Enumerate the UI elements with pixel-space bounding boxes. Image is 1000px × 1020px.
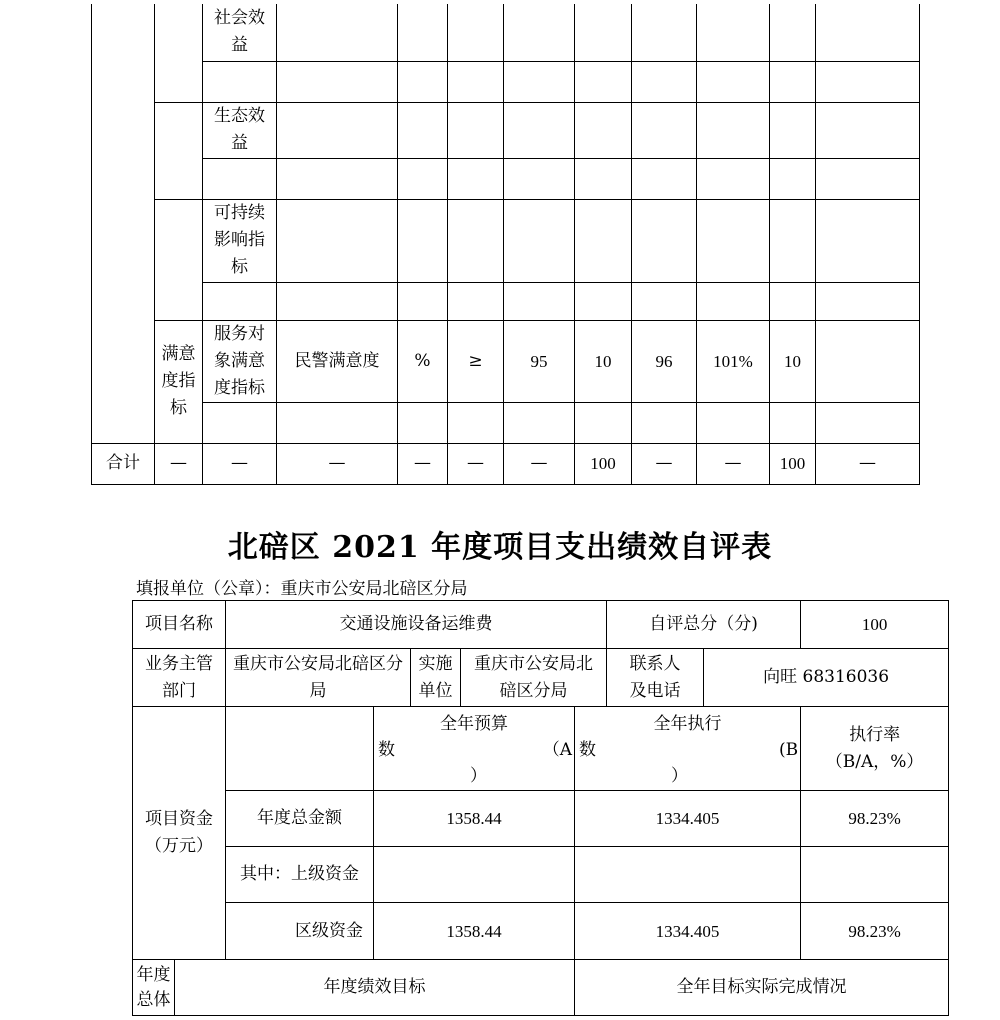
eco-benefit-cell: 生态效益 xyxy=(203,102,277,158)
service-satisfaction-cell: 服务对象满意度指标 xyxy=(203,320,277,402)
dept-value: 重庆市公安局北碚区分局 xyxy=(226,649,411,707)
total-label: 合计 xyxy=(92,443,155,484)
police-satisfaction-cell: 民警满意度 xyxy=(277,320,398,402)
fund-row-budget xyxy=(374,847,575,903)
rate-header xyxy=(801,707,949,791)
exec-header xyxy=(575,707,801,791)
weight-cell: 10 xyxy=(575,320,632,402)
exec-header-3: (B xyxy=(778,740,799,760)
reporting-unit: 填报单位（公章）：重庆市公安局北碚区分局 xyxy=(136,579,468,599)
fund-row-rate: 98.23% xyxy=(801,903,949,960)
annual-goal-header: 年度绩效目标 xyxy=(175,960,575,1016)
dash-cell: — xyxy=(632,443,697,484)
project-name-label: 项目名称 xyxy=(133,601,226,649)
overall-label: 年度总体 xyxy=(133,960,175,1016)
budget-header-1: 全年预算 xyxy=(440,714,508,734)
budget-header-3: （A xyxy=(542,740,572,760)
score-cell: 10 xyxy=(770,320,816,402)
dash-cell: — xyxy=(504,443,575,484)
fund-row-label: 区级资金 xyxy=(226,903,374,960)
dash-cell: — xyxy=(816,443,920,484)
rate-header-2: （B/A，%） xyxy=(825,751,924,772)
dash-cell: — xyxy=(277,443,398,484)
fund-row-exec xyxy=(575,847,801,903)
budget-header-2: 数 xyxy=(378,740,395,760)
budget-header-4: ） xyxy=(470,766,487,786)
fund-row-label: 其中：上级资金 xyxy=(226,847,374,903)
self-score-label: 自评总分（分) xyxy=(607,601,801,649)
sustain-indicator-cell: 可持续影响指标 xyxy=(203,199,277,282)
fund-label: 项目资金（万元） xyxy=(133,707,226,960)
actual-cell: 96 xyxy=(632,320,697,402)
impl-label: 实施单位 xyxy=(411,649,461,707)
self-evaluation-table xyxy=(132,600,949,1016)
dept-label: 业务主管部门 xyxy=(133,649,226,707)
contact-value: 向旺 68316036 xyxy=(704,649,949,707)
page-title: 北碚区 2021 年度项目支出绩效自评表 xyxy=(227,530,773,565)
rate-header-1: 执行率 xyxy=(849,724,901,745)
fund-row-rate xyxy=(801,847,949,903)
fund-row-exec: 1334.405 xyxy=(575,903,801,960)
exec-header-2: 数 xyxy=(579,740,596,760)
impl-value: 重庆市公安局北碚区分局 xyxy=(461,649,607,707)
actual-done-header: 全年目标实际完成情况 xyxy=(575,960,949,1016)
fund-row-rate: 98.23% xyxy=(801,791,949,847)
target-cell: 95 xyxy=(504,320,575,402)
operator-cell: ≥ xyxy=(448,320,504,402)
self-score-value: 100 xyxy=(801,601,949,649)
fund-row-exec: 1334.405 xyxy=(575,791,801,847)
dash-cell: — xyxy=(448,443,504,484)
fund-row-label: 年度总金额 xyxy=(226,791,374,847)
dash-cell: — xyxy=(155,443,203,484)
social-benefit-cell: 社会效益 xyxy=(203,4,277,61)
project-name-value: 交通设施设备运维费 xyxy=(226,601,607,649)
total-score-cell: 100 xyxy=(770,443,816,484)
exec-header-1: 全年执行 xyxy=(653,714,722,734)
fund-row-budget: 1358.44 xyxy=(374,791,575,847)
dash-cell: — xyxy=(398,443,448,484)
contact-label: 联系人及电话 xyxy=(607,649,704,707)
dash-cell: — xyxy=(697,443,770,484)
exec-header-4: ） xyxy=(671,766,688,786)
dash-cell: — xyxy=(203,443,277,484)
unit-cell: % xyxy=(398,320,448,402)
indicator-table-top xyxy=(91,4,920,485)
rate-cell: 101% xyxy=(697,320,770,402)
fund-row-budget: 1358.44 xyxy=(374,903,575,960)
satisfaction-indicator-cell: 满意度指标 xyxy=(155,320,203,443)
budget-header xyxy=(374,707,575,791)
total-weight-cell: 100 xyxy=(575,443,632,484)
